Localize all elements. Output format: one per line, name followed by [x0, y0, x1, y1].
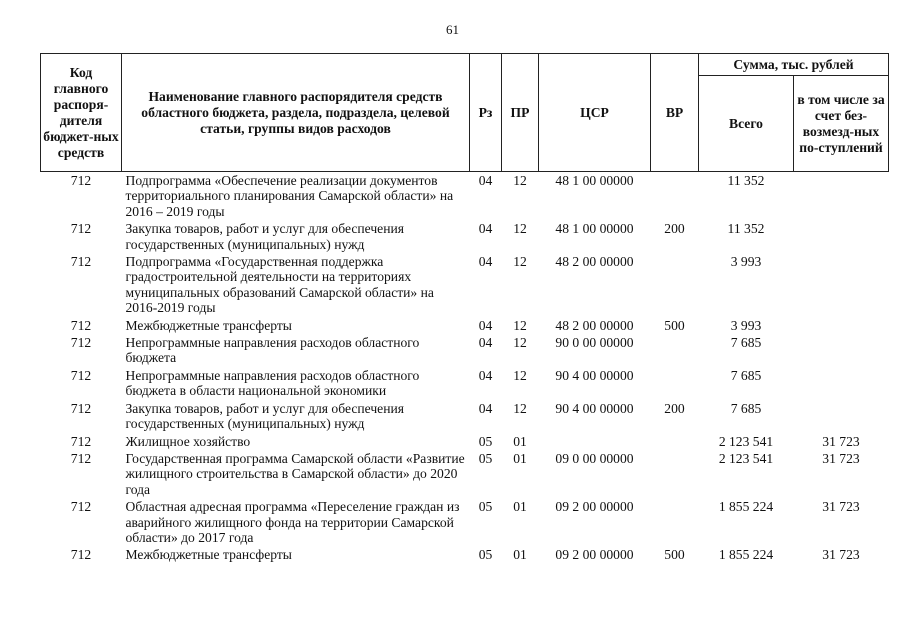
cell-csr: 90 4 00 00000 [555, 400, 634, 416]
cell-name: Межбюджетные трансферты [125, 547, 292, 563]
table-body [41, 172, 889, 565]
header-vr: ВР [651, 54, 699, 172]
header-incl: в том числе за счет без-возмезд-ных по-ступлений [794, 76, 889, 172]
cell-code: 712 [70, 254, 92, 270]
table-header [41, 54, 889, 172]
cell-name: Подпрограмма «Государственная поддержка градостроительной деятельности на территориях муниципальных образований Самарской области» на 2016-2019 годы [125, 254, 434, 316]
cell-vr [651, 434, 699, 451]
cell-incl [794, 318, 889, 335]
cell-total: 3 993 [730, 254, 762, 270]
cell-rz: 04 [478, 367, 493, 383]
budget-table [40, 53, 889, 565]
cell-code: 712 [70, 499, 92, 515]
cell-vr [651, 499, 699, 547]
header-pr: ПР [502, 54, 539, 172]
cell-vr: 500 [664, 547, 685, 563]
cell-incl: 31 723 [822, 547, 860, 563]
cell-vr: 200 [664, 400, 685, 416]
table-row [41, 254, 889, 318]
header-total: Всего [699, 76, 794, 172]
header-sum-group: Сумма, тыс. рублей [699, 54, 889, 76]
cell-code: 712 [70, 367, 92, 383]
cell-csr: 48 1 00 00000 [555, 221, 634, 237]
cell-name: Жилищное хозяйство [125, 433, 251, 449]
cell-rz: 05 [478, 499, 493, 515]
cell-code: 712 [70, 173, 92, 188]
cell-total: 11 352 [727, 221, 765, 237]
table-row [41, 499, 889, 547]
cell-csr: 09 0 00 00000 [555, 450, 634, 466]
cell-incl: 31 723 [822, 450, 860, 466]
cell-pr: 01 [513, 547, 527, 563]
table-row [41, 335, 889, 368]
cell-total: 7 685 [730, 335, 762, 351]
cell-csr [539, 434, 651, 451]
cell-total: 11 352 [727, 173, 765, 188]
cell-vr: 200 [664, 221, 685, 237]
cell-name: Закупка товаров, работ и услуг для обеспечения государственных (муниципальных) нужд [125, 221, 404, 252]
cell-total: 1 855 224 [718, 499, 774, 515]
table-row [41, 401, 889, 434]
cell-rz: 05 [478, 450, 493, 466]
cell-incl [794, 368, 889, 401]
cell-pr: 01 [513, 433, 527, 449]
cell-code: 712 [70, 400, 92, 416]
cell-incl [794, 254, 889, 318]
cell-pr: 12 [513, 335, 527, 351]
cell-code: 712 [70, 317, 92, 333]
cell-csr: 48 2 00 00000 [555, 317, 634, 333]
header-name: Наименование главного распорядителя средств областного бюджета, раздела, подраздела, целевой статьи, группы видов расходов [122, 54, 470, 172]
cell-csr: 90 4 00 00000 [555, 367, 634, 383]
cell-pr: 12 [513, 173, 527, 188]
cell-vr [651, 451, 699, 499]
cell-rz: 04 [478, 173, 493, 188]
cell-rz: 04 [478, 221, 493, 237]
cell-name: Непрограммные направления расходов областного бюджета в области национальной экономики [125, 367, 420, 399]
cell-incl [794, 221, 889, 254]
cell-csr: 09 2 00 00000 [555, 547, 634, 563]
cell-incl [794, 401, 889, 434]
header-rz: Рз [470, 54, 502, 172]
table-row [41, 547, 889, 564]
cell-total: 2 123 541 [718, 433, 774, 449]
table-row [41, 434, 889, 451]
cell-incl: 31 723 [822, 499, 860, 515]
cell-vr [651, 254, 699, 318]
cell-incl: 31 723 [822, 433, 860, 449]
cell-pr: 12 [513, 221, 527, 237]
cell-rz: 05 [478, 433, 493, 449]
cell-csr: 09 2 00 00000 [555, 499, 634, 515]
cell-incl [794, 172, 889, 222]
cell-code: 712 [70, 335, 92, 351]
cell-vr: 500 [664, 317, 685, 333]
cell-name: Областная адресная программа «Переселение граждан из аварийного жилищного фонда на территории Самарской области» до 2017 года [125, 499, 460, 545]
cell-vr [651, 368, 699, 401]
table-row [41, 172, 889, 222]
cell-pr: 01 [513, 499, 527, 515]
cell-csr: 48 1 00 00000 [555, 173, 634, 188]
header-csr: ЦСР [539, 54, 651, 172]
cell-name: Государственная программа Самарской области «Развитие жилищного строительства в Самарской области» до 2020 года [125, 450, 465, 497]
page-number: 61 [446, 22, 459, 37]
cell-name: Межбюджетные трансферты [125, 317, 292, 333]
table-row [41, 451, 889, 499]
cell-total: 2 123 541 [718, 450, 774, 466]
table-row [41, 368, 889, 401]
cell-rz: 05 [478, 547, 493, 563]
cell-csr: 48 2 00 00000 [555, 254, 634, 270]
cell-pr: 12 [513, 367, 527, 383]
cell-total: 7 685 [730, 367, 762, 383]
cell-pr: 12 [513, 317, 527, 333]
cell-code: 712 [70, 221, 92, 237]
cell-vr [651, 172, 699, 222]
table-row [41, 221, 889, 254]
cell-incl [794, 335, 889, 368]
table-row [41, 318, 889, 335]
cell-rz: 04 [478, 335, 493, 351]
cell-pr: 01 [513, 450, 527, 466]
cell-total: 1 855 224 [718, 547, 774, 563]
cell-rz: 04 [478, 400, 493, 416]
cell-rz: 04 [478, 317, 493, 333]
header-code: Код главного распоря-дителя бюджет-ных средств [41, 54, 122, 172]
cell-name: Закупка товаров, работ и услуг для обеспечения государственных (муниципальных) нужд [125, 400, 404, 432]
cell-vr [651, 335, 699, 368]
cell-pr: 12 [513, 400, 527, 416]
cell-name: Подпрограмма «Обеспечение реализации документов территориального планирования Самарской области» на 2016 – 2019 годы [125, 173, 454, 219]
cell-csr: 90 0 00 00000 [555, 335, 634, 351]
cell-total: 7 685 [730, 400, 762, 416]
cell-rz: 04 [478, 254, 493, 270]
cell-name: Непрограммные направления расходов областного бюджета [125, 335, 420, 366]
cell-total: 3 993 [730, 317, 762, 333]
cell-code: 712 [70, 450, 92, 466]
cell-code: 712 [70, 547, 92, 563]
cell-code: 712 [70, 433, 92, 449]
cell-pr: 12 [513, 254, 527, 270]
